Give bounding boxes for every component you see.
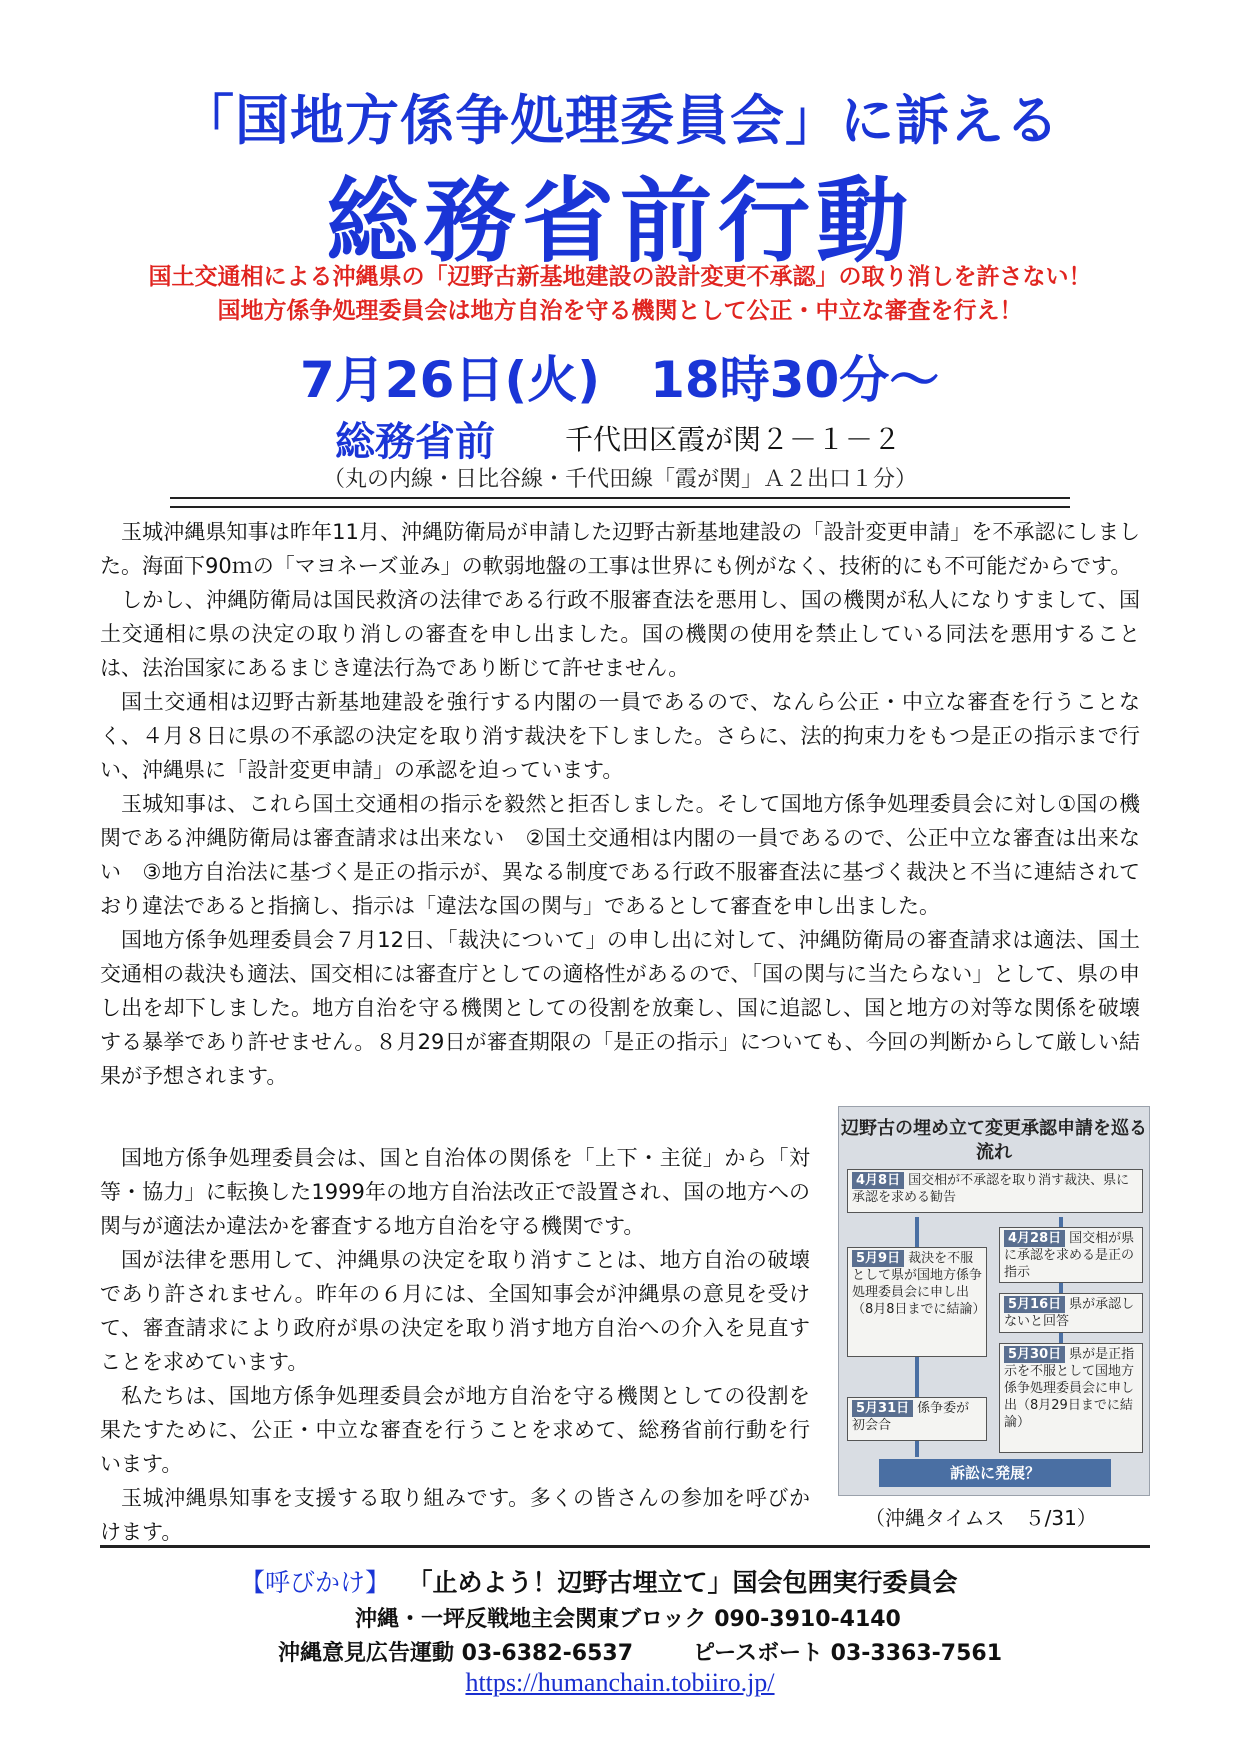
body-paragraph: 国地方係争処理委員会は、国と自治体の関係を「上下・主従」から「対等・協力」に転換した1999年の地方自治法改正で設置され、国の地方への関与が適法か違法かを審査する地方自治を守る機関です。 [100,1146,810,1238]
footer-organizer-line [240,1563,958,1599]
body-paragraph: 国が法律を悪用して、沖縄県の決定を取り消すことは、地方自治の破壊であり許されません。昨年の６月には、全国知事会が沖縄県の意見を受けて、審査請求により政府が県の決定を取り消す地方自治への介入を見直すことを求めています。 [100,1248,810,1374]
title-line-2: 総務省前行動 [325,168,914,275]
contact-line-2 [278,1636,1062,1667]
header-divider [170,497,1070,508]
body-paragraph: しかし、沖縄防衛局は国民救済の法律である行政不服審査法を悪用し、国の機関が私人になりすまして、国土交通相に県の決定の取り消しの審査を申し出ました。国の機関の使用を禁止している同法を悪用することは、法治国家にあるまじき違法行為であり断じて許せません。 [100,588,1140,680]
body-paragraph: 玉城知事は、これら国土交通相の指示を毅然と拒否しました。そして国地方係争処理委員会に対し①国の機関である沖縄防衛局は審査請求は出来ない ②国土交通相は内閣の一員であるので、公正中立な審査は出来ない ③地方自治法に基づく是正の指示が、異なる制度である行政不服審査法に基づく裁決と不当に連結されており違法であると指摘し、指示は「違法な国の関与」であるとして審査を申し出ました。 [100,792,1140,918]
body-paragraph: 玉城沖縄県知事は昨年11月、沖縄防衛局が申請した辺野古新基地建設の「設計変更申請」を不承認にしました。海面下90ｍの「マヨネーズ並み」の軟弱地盤の工事は世界にも例がなく、技術的にも不可能だからです。 [100,520,1140,578]
event-datetime: 7月26日(火) 18時30分～ [300,351,940,409]
flow-step: 5月31日 係争委が初会合 [847,1397,987,1441]
organizer-name: 「止めよう！辺野古埋立て」国会包囲実行委員会 [420,1568,958,1597]
body-paragraph: 玉城沖縄県知事を支援する取り組みです。多くの皆さんの参加を呼びかけます。 [100,1486,810,1544]
call-label: 【呼びかけ】 [240,1568,391,1597]
flow-step: 5月30日 県が是正指示を不服として国地方係争処理委員会に申し出（8月29日までに結論） [999,1343,1143,1453]
event-venue: 総務省前 [335,419,495,465]
newspaper-clipping [838,1106,1150,1496]
body-paragraph: 私たちは、国地方係争処理委員会が地方自治を守る機関としての役割を果たすために、公正・中立な審査を行うことを求めて、総務省前行動を行います。 [100,1384,810,1476]
flow-step: 5月9日 裁決を不服として県が国地方係争処理委員会に申し出（8月8日までに結論） [847,1247,987,1357]
body-text-column [100,1141,810,1549]
event-access: （丸の内線・日比谷線・千代田線「霞が関」Ａ２出口１分） [322,467,917,492]
title-line-1: 「国地方係争処理委員会」に訴える [180,89,1060,152]
event-address: 千代田区霞が関２－１－２ [565,423,902,456]
subtitle-line-1: 国土交通相による沖縄県の「辺野古新基地建設の設計変更不承認」の取り消しを許さない！ [148,264,1092,290]
contact-ikenkokoku: 沖縄意見広告運動 03-6382-6537 [278,1641,633,1666]
clipping-footer: 訴訟に発展？ [879,1459,1111,1487]
body-paragraph: 国土交通相は辺野古新基地建設を強行する内閣の一員であるので、なんら公正・中立な審査を行うことなく、４月８日に県の不承認の決定を取り消す裁決を下しました。さらに、法的拘束力をもつ是正の指示まで行い、沖縄県に「設計変更申請」の承認を迫っています。 [100,690,1140,782]
body-paragraph: 国地方係争処理委員会７月12日、「裁決について」の申し出に対して、沖縄防衛局の審査請求は適法、国土交通相の裁決も適法、国交相には審査庁としての適格性があるので、「国の関与に当たらない」として、県の申し出を却下しました。地方自治を守る機関としての役割を放棄し、国に追認し、国と地方の対等な関係を破壊する暴挙であり許せません。８月29日が審査期限の「是正の指示」についても、今回の判断からして厳しい結果が予想されます。 [100,928,1140,1088]
subtitle-line-2: 国地方係争処理委員会は地方自治を守る機関として公正・中立な審査を行え！ [217,298,1023,324]
clipping-title: 辺野古の埋め立て変更承認申請を巡る流れ [841,1118,1147,1163]
body-text-full [100,515,1140,1093]
clipping-caption: （沖縄タイムス ５/31） [865,1506,1097,1530]
website-link[interactable]: https://humanchain.tobiiro.jp/ [465,1668,775,1697]
contact-peaceboat: ピースボート 03-3363-7561 [693,1641,1003,1666]
contact-line-1: 沖縄・一坪反戦地主会関東ブロック 090-3910-4140 [355,1607,901,1632]
flow-step: 4月28日 国交相が県に承認を求める是正の指示 [999,1227,1143,1283]
flow-step: 4月8日 国交相が不承認を取り消す裁決、県に承認を求める勧告 [847,1169,1143,1213]
flow-step: 5月16日 県が承認しないと回答 [999,1293,1143,1333]
footer-divider [100,1545,1150,1548]
